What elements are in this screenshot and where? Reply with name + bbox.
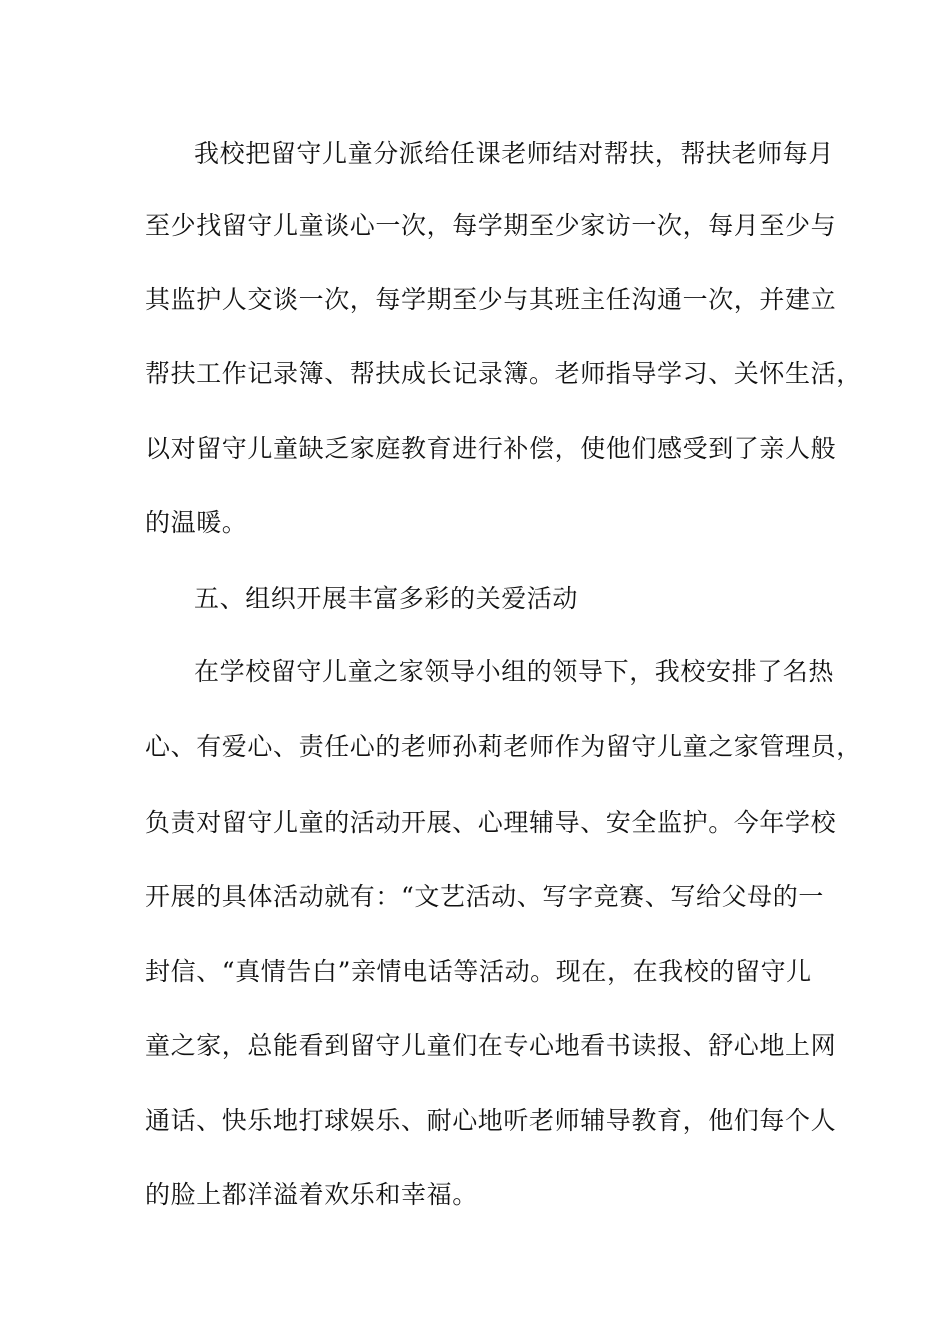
paragraph-1-line-4: 帮扶工作记录簿、帮扶成长记录簿。老师指导学习、关怀生活，	[145, 359, 862, 388]
section-heading: 五、组织开展丰富多彩的关爱活动	[194, 584, 579, 613]
paragraph-2-line-5: 封信、“真情告白”亲情电话等活动。现在，在我校的留守儿	[145, 957, 812, 986]
paragraph-1-line-1: 我校把留守儿童分派给任课老师结对帮扶，帮扶老师每月	[194, 139, 835, 168]
paragraph-2-line-3: 负责对留守儿童的活动开展、心理辅导、安全监护。今年学校	[145, 808, 837, 837]
paragraph-1-line-5: 以对留守儿童缺乏家庭教育进行补偿，使他们感受到了亲人般	[145, 434, 837, 463]
paragraph-2-line-6: 童之家，总能看到留守儿童们在专心地看书读报、舒心地上网	[145, 1031, 837, 1060]
paragraph-2-line-2: 心、有爱心、责任心的老师孙莉老师作为留守儿童之家管理员，	[145, 732, 862, 761]
paragraph-2-line-7: 通话、快乐地打球娱乐、耐心地听老师辅导教育，他们每个人	[145, 1106, 837, 1135]
paragraph-1-line-2: 至少找留守儿童谈心一次，每学期至少家访一次，每月至少与	[145, 211, 837, 240]
paragraph-2-line-4: 开展的具体活动就有：“文艺活动、写字竞赛、写给父母的一	[145, 882, 824, 911]
paragraph-2-line-1: 在学校留守儿童之家领导小组的领导下，我校安排了名热	[194, 657, 835, 686]
paragraph-1-line-6: 的温暖。	[145, 508, 248, 537]
paragraph-1-line-3: 其监护人交谈一次，每学期至少与其班主任沟通一次，并建立	[145, 285, 837, 314]
paragraph-2-line-8: 的脸上都洋溢着欢乐和幸福。	[145, 1180, 478, 1209]
